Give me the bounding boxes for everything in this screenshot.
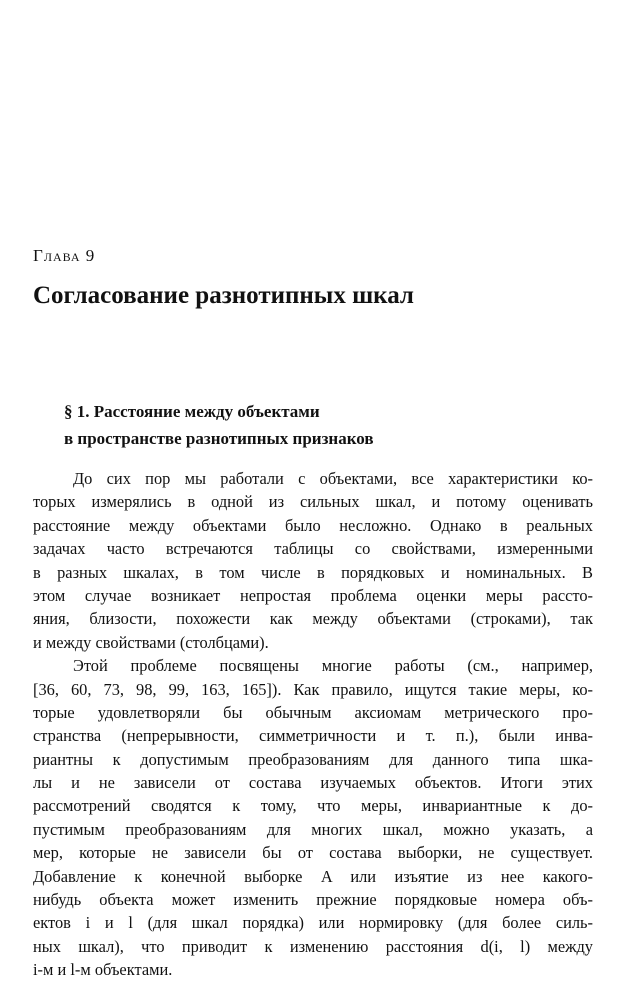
text-line: торые удовлетворяли бы обычным аксиомам метрического про- (33, 702, 593, 722)
text-line: Этой проблеме посвящены многие работы (см., например, (73, 656, 593, 676)
text-line: расстояние между объектами было несложно. Однако в реальных (33, 515, 593, 535)
text-line: мер, которые не зависели бы от состава выборки, не существует. (33, 843, 593, 863)
text-line: риантны к допустимым преобразованиям для данного типа шка- (33, 749, 593, 769)
text-line: ектов i и l (для шкал порядка) или нормировку (для более силь- (33, 913, 593, 933)
body-text (33, 467, 593, 982)
text-line: лы и не зависели от состава изучаемых объектов. Итоги этих (33, 773, 593, 793)
text-line: странства (непрерывности, симметричности и т. п.), были инва- (33, 726, 593, 746)
text-line: нибудь объекта может изменить прежние порядковые номера объ- (33, 890, 593, 910)
text-line: Добавление к конечной выборке A или изъятие из нее какого- (33, 866, 593, 886)
text-line: задачах часто встречаются таблицы со свойствами, измеренными (33, 539, 593, 559)
section-heading-line-2: в пространстве разнотипных признаков (64, 429, 374, 448)
section-heading-line-1: § 1. Расстояние между объектами (64, 402, 320, 421)
text-line: пустимым преобразованиям для многих шкал, можно указать, а (33, 819, 593, 839)
text-line: яния, близости, похожести как между объектами (строками), так (33, 609, 593, 629)
text-line: в разных шкалах, в том числе в порядковых и номинальных. В (33, 562, 593, 582)
chapter-title: Согласование разнотипных шкал (33, 282, 414, 309)
text-line: и между свойствами (столбцами). (33, 632, 269, 652)
text-line: этом случае возникает непростая проблема оценки меры рассто- (33, 585, 593, 605)
text-line: До сих пор мы работали с объектами, все характеристики ко- (73, 469, 593, 488)
text-line: торых измерялись в одной из сильных шкал, и потому оценивать (33, 492, 593, 512)
chapter-label: Глава 9 (33, 246, 96, 265)
section-heading (64, 398, 544, 452)
text-line: рассмотрений сводятся к тому, что меры, инвариантные к до- (33, 796, 593, 816)
text-line: ных шкал), что приводит к изменению расстояния d(i, l) между (33, 936, 593, 956)
text-line: i-м и l-м объектами. (33, 960, 173, 980)
text-line: [36, 60, 73, 98, 99, 163, 165]). Как правило, ищутся такие меры, ко- (33, 679, 593, 699)
